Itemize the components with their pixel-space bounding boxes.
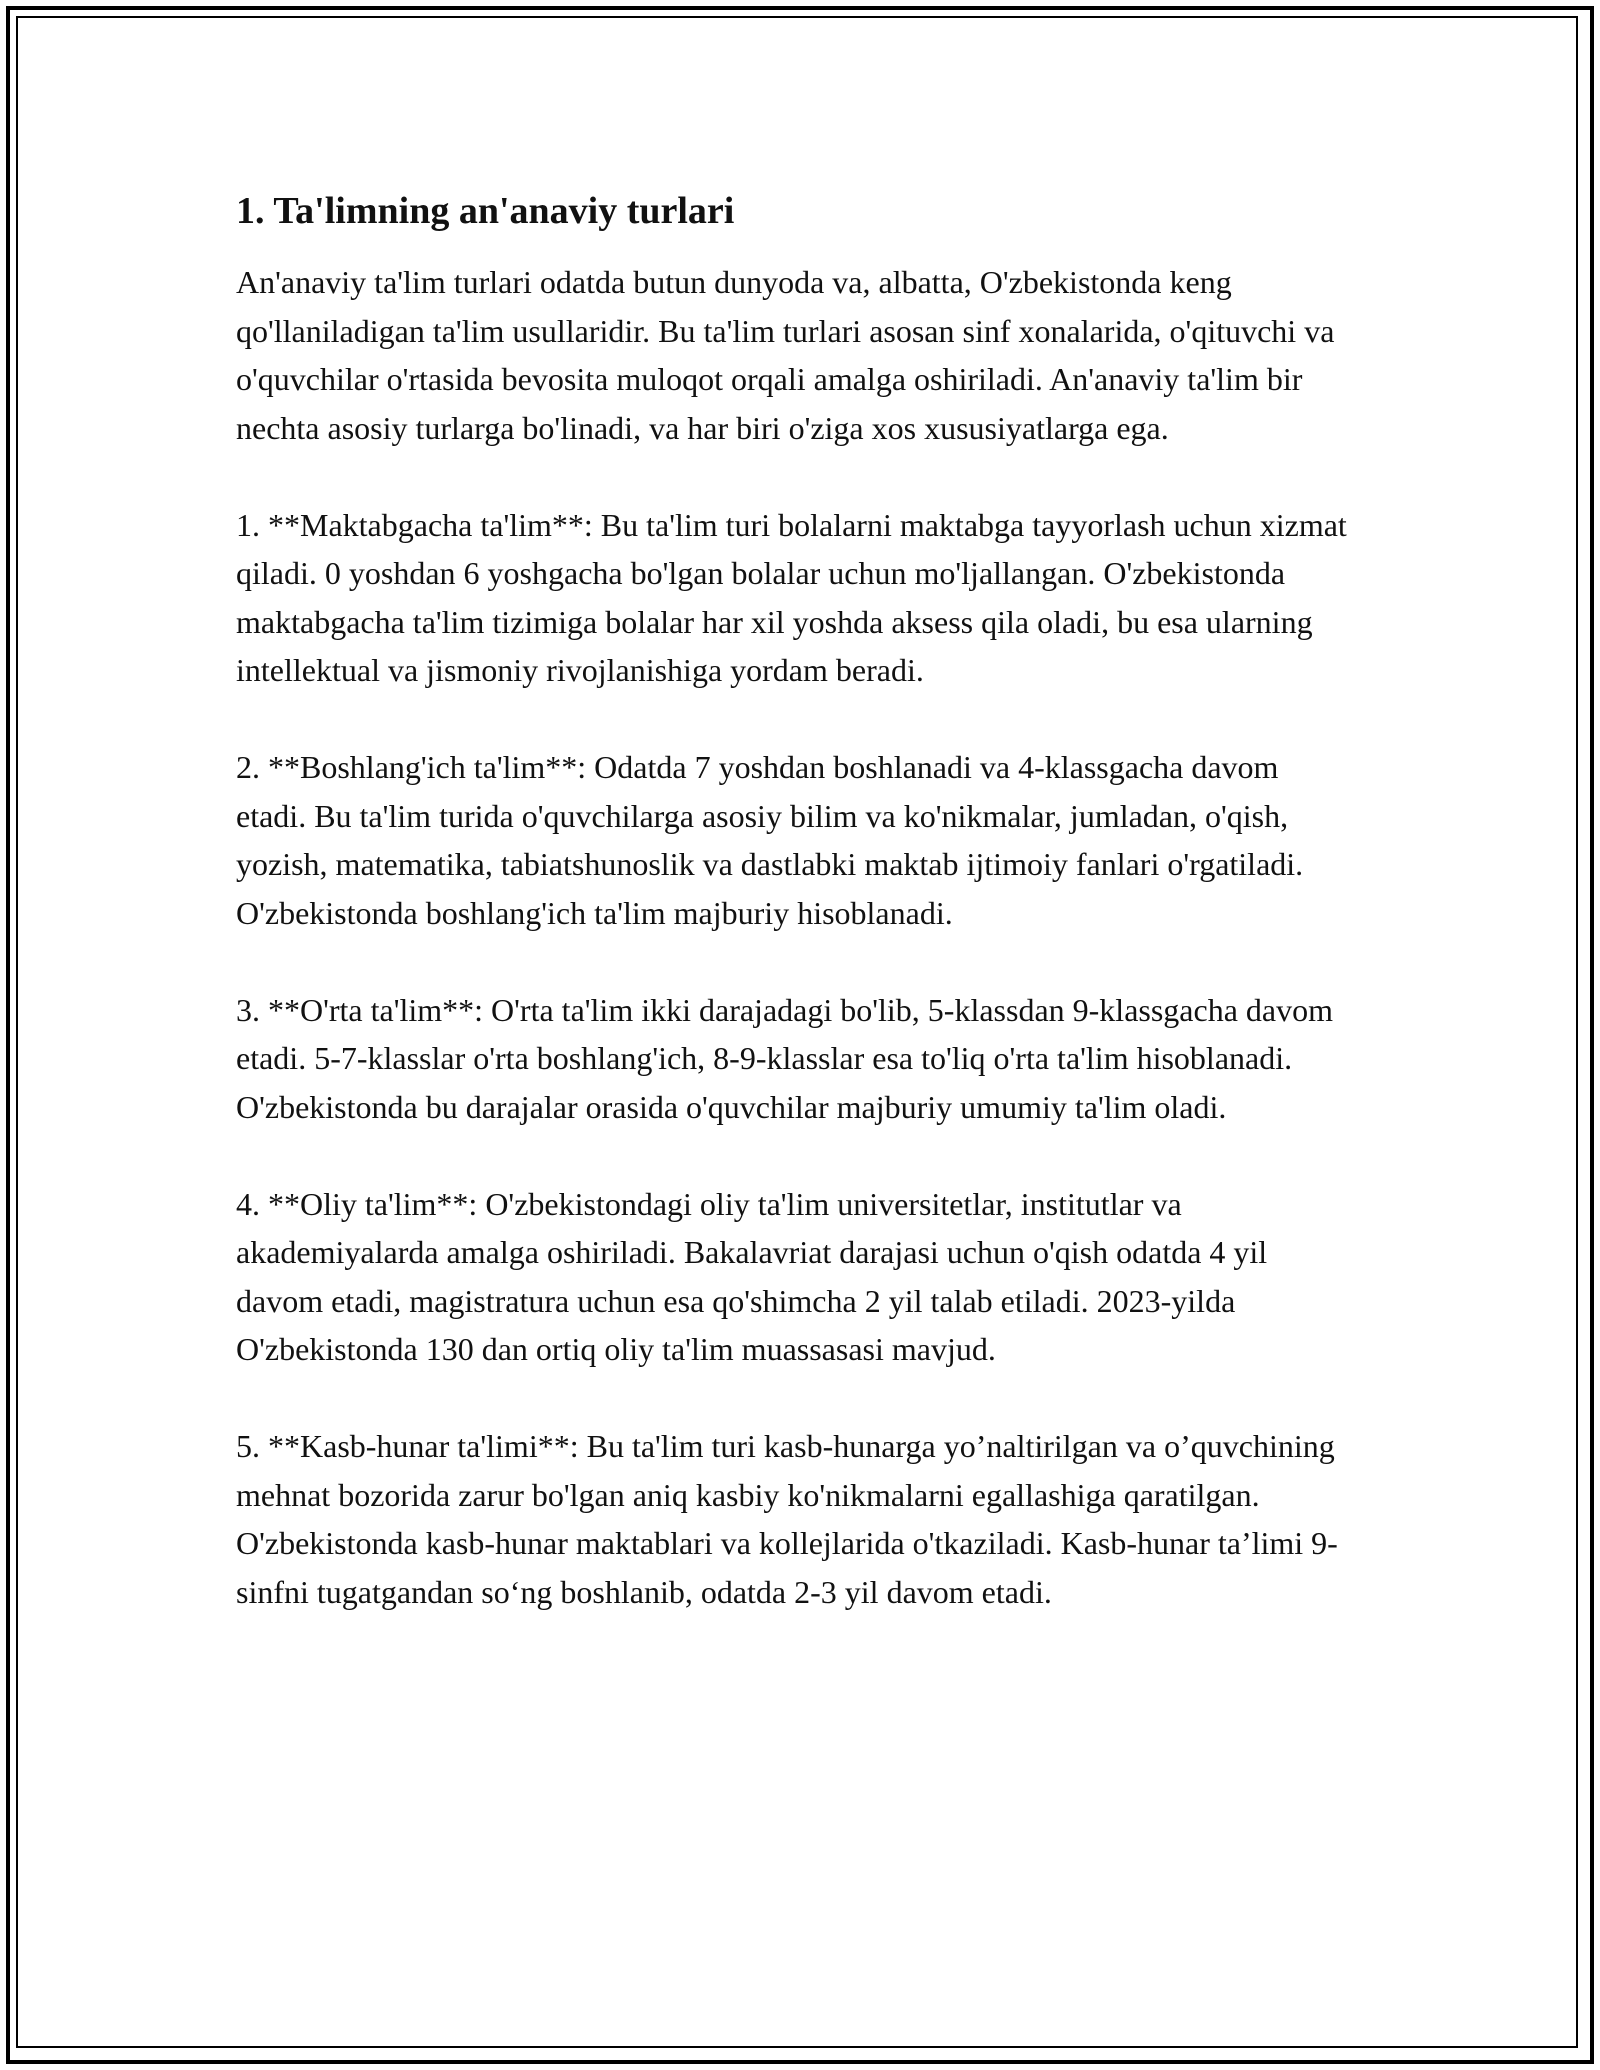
- paragraph-kasb-hunar: 5. **Kasb-hunar ta'limi**: Bu ta'lim turi kasb-hunarga yo’naltirilgan va o’quvchining mehnat bozorida zarur bo'lgan aniq kasbiy ko'nikmalarni egallashiga qaratilgan. O'zbekistonda kasb-hunar maktablari va kollejlarida o'tkaziladi. Kasb-hunar ta’limi 9-sinfni tugatgandan so‘ng boshlanib, odatda 2-3 yil davom etadi.: [236, 1428, 1338, 1610]
- section-heading: 1. Ta'limning an'anaviy turlari: [236, 190, 735, 232]
- paragraph-oliy: 4. **Oliy ta'lim**: O'zbekistondagi oliy ta'lim universitetlar, institutlar va akademiyalarda amalga oshiriladi. Bakalavriat darajasi uchun o'qish odatda 4 yil davom etadi, magistratura uchun esa qo'shimcha 2 yil talab etiladi. 2023-yilda O'zbekistonda 130 dan ortiq oliy ta'lim muassasasi mavjud.: [236, 1185, 1268, 1367]
- paragraph-maktabgacha: 1. **Maktabgacha ta'lim**: Bu ta'lim turi bolalarni maktabga tayyorlash uchun xizmat qiladi. 0 yoshdan 6 yoshgacha bo'lgan bolalar uchun mo'ljallangan. O'zbekistonda maktabgacha ta'lim tizimiga bolalar har xil yoshda aksess qila oladi, bu esa ularning intellektual va jismoniy rivojlanishiga yordam beradi.: [236, 506, 1347, 688]
- intro-paragraph: An'anaviy ta'lim turlari odatda butun dunyoda va, albatta, O'zbekistonda keng qo'llaniladigan ta'lim usullaridir. Bu ta'lim turlari asosan sinf xonalarida, o'qituvchi va o'quvchilar o'rtasida bevosita muloqot orqali amalga oshiriladi. An'anaviy ta'lim bir nechta asosiy turlarga bo'linadi, va har biri o'ziga xos xususiyatlarga ega.: [236, 264, 1335, 446]
- document-body: [236, 186, 1356, 1616]
- paragraph-boshlangich: 2. **Boshlang'ich ta'lim**: Odatda 7 yoshdan boshlanadi va 4-klassgacha davom etadi. Bu ta'lim turida o'quvchilarga asosiy bilim va ko'nikmalar, jumladan, o'qish, yozish, matematika, tabiatshunoslik va dastlabki maktab ijtimoiy fanlari o'rgatiladi. O'zbekistonda boshlang'ich ta'lim majburiy hisoblanadi.: [236, 749, 1304, 931]
- paragraph-orta: 3. **O'rta ta'lim**: O'rta ta'lim ikki darajadagi bo'lib, 5-klassdan 9-klassgacha davom etadi. 5-7-klasslar o'rta boshlang'ich, 8-9-klasslar esa to'liq o'rta ta'lim hisoblanadi. O'zbekistonda bu darajalar orasida o'quvchilar majburiy umumiy ta'lim oladi.: [236, 991, 1333, 1125]
